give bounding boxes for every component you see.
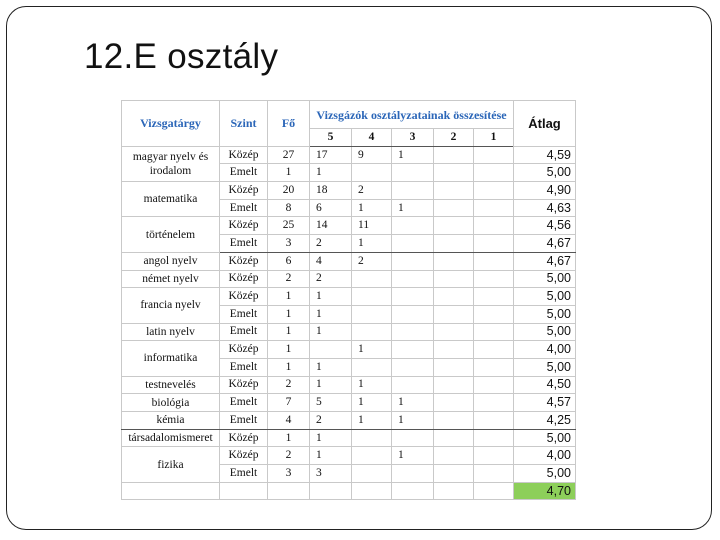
average-cell: 4,50	[514, 376, 576, 394]
grade-3-cell: 1	[392, 412, 434, 430]
count-cell: 1	[268, 341, 310, 359]
results-table-body	[122, 146, 576, 500]
header-grade-4: 4	[352, 129, 392, 147]
grade-2-cell	[434, 323, 474, 341]
grade-4-cell	[352, 358, 392, 376]
grade-1-cell	[474, 429, 514, 447]
grade-4-cell: 2	[352, 182, 392, 200]
grade-4-cell: 9	[352, 146, 392, 164]
subject-name-cell: francia nyelv	[122, 288, 220, 323]
level-cell: Emelt	[220, 164, 268, 182]
level-cell: Közép	[220, 182, 268, 200]
level-cell: Emelt	[220, 235, 268, 253]
header-count: Fő	[268, 101, 310, 147]
grade-5-cell: 1	[310, 323, 352, 341]
grade-4-cell	[352, 429, 392, 447]
grade-4-cell: 1	[352, 394, 392, 412]
average-cell: 4,56	[514, 217, 576, 235]
count-cell: 2	[268, 376, 310, 394]
grade-1-cell	[474, 341, 514, 359]
table-row	[122, 288, 576, 306]
grade-1-cell	[474, 305, 514, 323]
average-cell: 5,00	[514, 270, 576, 288]
table-row	[122, 341, 576, 359]
grade-2-cell	[434, 164, 474, 182]
subject-name-cell: történelem	[122, 217, 220, 252]
grade-1-cell	[474, 235, 514, 253]
average-cell: 4,59	[514, 146, 576, 164]
count-cell: 1	[268, 429, 310, 447]
average-cell: 5,00	[514, 305, 576, 323]
count-cell: 2	[268, 447, 310, 465]
grade-5-cell: 1	[310, 305, 352, 323]
grade-3-cell: 1	[392, 447, 434, 465]
grade-4-cell	[352, 447, 392, 465]
grade-2-cell	[434, 447, 474, 465]
level-cell: Közép	[220, 429, 268, 447]
grade-1-cell	[474, 182, 514, 200]
grade-4-cell: 1	[352, 341, 392, 359]
grade-5-cell: 2	[310, 412, 352, 430]
empty-cell	[392, 482, 434, 500]
total-average-cell: 4,70	[514, 482, 576, 500]
grade-3-cell: 1	[392, 394, 434, 412]
subject-name-cell: matematika	[122, 182, 220, 217]
header-level: Szint	[220, 101, 268, 147]
header-average: Átlag	[514, 101, 576, 147]
level-cell: Emelt	[220, 305, 268, 323]
grade-5-cell: 6	[310, 199, 352, 217]
level-cell: Közép	[220, 252, 268, 270]
level-cell: Emelt	[220, 394, 268, 412]
grade-4-cell	[352, 270, 392, 288]
grade-1-cell	[474, 217, 514, 235]
empty-cell	[434, 482, 474, 500]
grade-2-cell	[434, 465, 474, 483]
table-row	[122, 447, 576, 465]
average-cell: 5,00	[514, 429, 576, 447]
table-row	[122, 270, 576, 288]
grade-1-cell	[474, 199, 514, 217]
grade-5-cell: 3	[310, 465, 352, 483]
header-grade-5: 5	[310, 129, 352, 147]
header-grade-3: 3	[392, 129, 434, 147]
average-cell: 4,00	[514, 447, 576, 465]
grade-3-cell	[392, 182, 434, 200]
grade-5-cell: 1	[310, 164, 352, 182]
grade-1-cell	[474, 358, 514, 376]
average-cell: 5,00	[514, 465, 576, 483]
empty-cell	[220, 482, 268, 500]
grade-3-cell	[392, 429, 434, 447]
grade-3-cell	[392, 164, 434, 182]
average-cell: 5,00	[514, 358, 576, 376]
empty-cell	[310, 482, 352, 500]
average-cell: 5,00	[514, 164, 576, 182]
grade-3-cell	[392, 341, 434, 359]
count-cell: 1	[268, 358, 310, 376]
grade-4-cell	[352, 288, 392, 306]
grade-5-cell: 17	[310, 146, 352, 164]
grade-2-cell	[434, 341, 474, 359]
grade-4-cell	[352, 164, 392, 182]
grade-1-cell	[474, 164, 514, 182]
grade-4-cell: 1	[352, 235, 392, 253]
count-cell: 3	[268, 235, 310, 253]
table-row	[122, 376, 576, 394]
grade-4-cell: 11	[352, 217, 392, 235]
grade-3-cell	[392, 217, 434, 235]
header-grade-1: 1	[474, 129, 514, 147]
grade-3-cell	[392, 252, 434, 270]
grade-3-cell: 1	[392, 199, 434, 217]
grade-1-cell	[474, 447, 514, 465]
table-row	[122, 182, 576, 200]
grade-2-cell	[434, 412, 474, 430]
grade-1-cell	[474, 146, 514, 164]
average-cell: 5,00	[514, 323, 576, 341]
average-cell: 4,67	[514, 235, 576, 253]
level-cell: Emelt	[220, 412, 268, 430]
grade-1-cell	[474, 252, 514, 270]
level-cell: Közép	[220, 376, 268, 394]
total-row	[122, 482, 576, 500]
level-cell: Emelt	[220, 323, 268, 341]
slide-title: 12.E osztály	[84, 37, 279, 76]
grade-2-cell	[434, 199, 474, 217]
grade-1-cell	[474, 270, 514, 288]
grade-2-cell	[434, 429, 474, 447]
table-row	[122, 146, 576, 164]
grade-5-cell: 2	[310, 235, 352, 253]
count-cell: 1	[268, 305, 310, 323]
grade-2-cell	[434, 358, 474, 376]
level-cell: Közép	[220, 288, 268, 306]
level-cell: Emelt	[220, 465, 268, 483]
subject-name-cell: német nyelv	[122, 270, 220, 288]
count-cell: 2	[268, 270, 310, 288]
table-row	[122, 412, 576, 430]
header-grades-group: Vizsgázók osztályzatainak összesítése	[310, 101, 514, 129]
grade-3-cell	[392, 288, 434, 306]
average-cell: 4,00	[514, 341, 576, 359]
empty-cell	[268, 482, 310, 500]
subject-name-cell: magyar nyelv és irodalom	[122, 146, 220, 181]
subject-name-cell: latin nyelv	[122, 323, 220, 341]
grade-5-cell: 1	[310, 447, 352, 465]
grade-2-cell	[434, 394, 474, 412]
grade-3-cell	[392, 376, 434, 394]
count-cell: 25	[268, 217, 310, 235]
count-cell: 7	[268, 394, 310, 412]
count-cell: 3	[268, 465, 310, 483]
average-cell: 4,90	[514, 182, 576, 200]
subject-name-cell: fizika	[122, 447, 220, 482]
grade-4-cell	[352, 305, 392, 323]
level-cell: Közép	[220, 341, 268, 359]
grade-2-cell	[434, 376, 474, 394]
table-row	[122, 394, 576, 412]
average-cell: 4,25	[514, 412, 576, 430]
count-cell: 27	[268, 146, 310, 164]
grade-2-cell	[434, 252, 474, 270]
grade-5-cell: 1	[310, 429, 352, 447]
subject-name-cell: angol nyelv	[122, 252, 220, 270]
grade-5-cell: 14	[310, 217, 352, 235]
grade-3-cell	[392, 323, 434, 341]
grade-2-cell	[434, 288, 474, 306]
grade-5-cell: 5	[310, 394, 352, 412]
grade-3-cell	[392, 270, 434, 288]
table-row	[122, 252, 576, 270]
grade-5-cell: 1	[310, 288, 352, 306]
grade-4-cell: 1	[352, 376, 392, 394]
count-cell: 1	[268, 164, 310, 182]
grade-2-cell	[434, 217, 474, 235]
grade-1-cell	[474, 412, 514, 430]
level-cell: Emelt	[220, 199, 268, 217]
table-row	[122, 217, 576, 235]
table-row	[122, 323, 576, 341]
grade-5-cell: 18	[310, 182, 352, 200]
grade-2-cell	[434, 305, 474, 323]
count-cell: 8	[268, 199, 310, 217]
table-row	[122, 429, 576, 447]
average-cell: 4,63	[514, 199, 576, 217]
level-cell: Közép	[220, 447, 268, 465]
average-cell: 4,57	[514, 394, 576, 412]
grade-2-cell	[434, 235, 474, 253]
subject-name-cell: testnevelés	[122, 376, 220, 394]
grade-4-cell: 1	[352, 412, 392, 430]
grade-1-cell	[474, 323, 514, 341]
level-cell: Közép	[220, 270, 268, 288]
header-grade-2: 2	[434, 129, 474, 147]
grade-5-cell: 1	[310, 376, 352, 394]
grade-4-cell	[352, 465, 392, 483]
level-cell: Közép	[220, 146, 268, 164]
count-cell: 4	[268, 412, 310, 430]
header-subject: Vizsgatárgy	[122, 101, 220, 147]
empty-cell	[474, 482, 514, 500]
grade-3-cell	[392, 358, 434, 376]
grade-4-cell: 1	[352, 199, 392, 217]
grade-5-cell	[310, 341, 352, 359]
grade-2-cell	[434, 270, 474, 288]
grade-3-cell	[392, 465, 434, 483]
grade-3-cell	[392, 305, 434, 323]
grade-4-cell: 2	[352, 252, 392, 270]
subject-name-cell: társadalomismeret	[122, 429, 220, 447]
grade-5-cell: 1	[310, 358, 352, 376]
grade-4-cell	[352, 323, 392, 341]
grade-2-cell	[434, 146, 474, 164]
grade-3-cell: 1	[392, 146, 434, 164]
average-cell: 4,67	[514, 252, 576, 270]
empty-cell	[122, 482, 220, 500]
grade-1-cell	[474, 376, 514, 394]
grade-1-cell	[474, 394, 514, 412]
grade-5-cell: 2	[310, 270, 352, 288]
grade-3-cell	[392, 235, 434, 253]
results-table	[121, 100, 576, 500]
count-cell: 6	[268, 252, 310, 270]
subject-name-cell: informatika	[122, 341, 220, 376]
grade-1-cell	[474, 288, 514, 306]
grade-1-cell	[474, 465, 514, 483]
grade-2-cell	[434, 182, 474, 200]
count-cell: 1	[268, 323, 310, 341]
level-cell: Emelt	[220, 358, 268, 376]
subject-name-cell: biológia	[122, 394, 220, 412]
count-cell: 1	[268, 288, 310, 306]
level-cell: Közép	[220, 217, 268, 235]
grade-5-cell: 4	[310, 252, 352, 270]
empty-cell	[352, 482, 392, 500]
count-cell: 20	[268, 182, 310, 200]
average-cell: 5,00	[514, 288, 576, 306]
subject-name-cell: kémia	[122, 412, 220, 430]
